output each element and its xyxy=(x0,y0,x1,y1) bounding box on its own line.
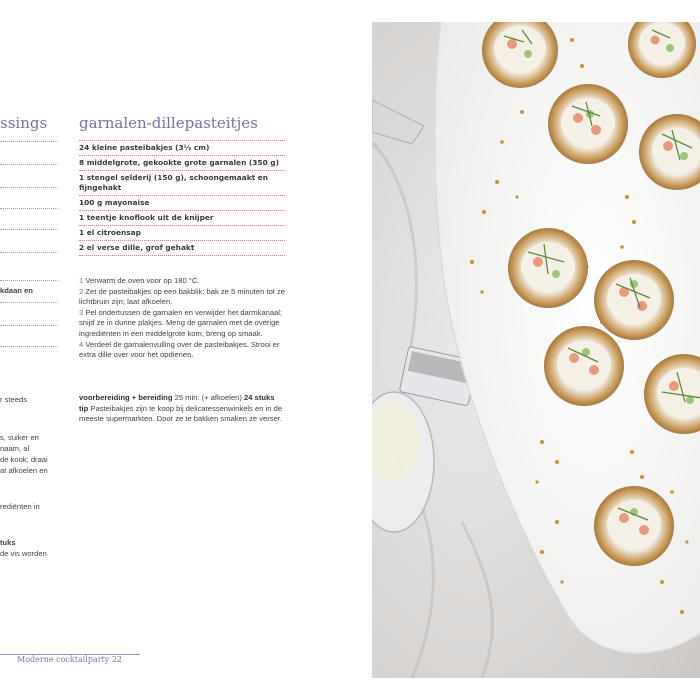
step-number: 1 xyxy=(79,276,84,285)
prep-line xyxy=(79,393,289,404)
step-number: 4 xyxy=(79,339,84,349)
divider xyxy=(0,164,58,165)
step-number: 2 xyxy=(79,286,84,296)
shrimp-tartlet xyxy=(508,228,588,308)
divider xyxy=(0,280,58,281)
method-step xyxy=(79,340,287,361)
step-text: Verdeel de garnalenvulling over de pasteibakjes. Strooi er extra dille over voor het opdienen. xyxy=(79,339,280,360)
previous-recipe-fragment: de vis worden xyxy=(0,549,47,558)
tip-line xyxy=(79,404,289,425)
previous-recipe-fragment: naam, al xyxy=(0,444,30,453)
divider xyxy=(0,302,58,303)
shrimp-tartlet xyxy=(548,84,628,164)
shrimp-tartlet xyxy=(594,486,674,566)
step-text: Pel ondertussen de garnalen en verwijder het darmkanaal; snijd ze in dunne plakjes. Meng de garnalen met de overige ingrediënten in een middelgrote kom; breng op smaak. xyxy=(79,307,283,338)
ingredient-item: 24 kleine pasteibakjes (3½ cm) xyxy=(79,141,285,156)
prep-label: voorbereiding + bereiding xyxy=(79,393,173,402)
tip-label: tip xyxy=(79,403,89,413)
previous-recipe-fragment: s, suiker en xyxy=(0,433,39,442)
previous-recipe-fragment: r steeds xyxy=(0,395,28,404)
step-text: Verwarm de oven voor op 180 °C. xyxy=(85,276,200,285)
page-footer: Moderne cocktailparty 22 xyxy=(17,655,123,664)
divider xyxy=(0,141,58,142)
previous-recipe-fragment: kdaan en xyxy=(0,286,33,295)
ingredient-list xyxy=(79,140,285,256)
divider xyxy=(0,208,58,209)
method-step xyxy=(79,287,287,308)
previous-recipe-fragment: at afkoelen en xyxy=(0,466,48,475)
prep-value: 25 min. (+ afkoelen) xyxy=(174,393,242,402)
ingredient-item: 1 stengel selderij (150 g), schoongemaakt en fijngehakt xyxy=(79,171,285,196)
previous-recipe-title: ssings xyxy=(0,114,48,132)
recipe-meta xyxy=(79,393,289,425)
ingredient-item: 8 middelgrote, gekookte grote garnalen (350 g) xyxy=(79,156,285,171)
divider xyxy=(0,325,58,326)
divider xyxy=(0,346,58,347)
divider xyxy=(0,252,58,253)
food-photo xyxy=(372,22,700,678)
previous-recipe-fragment: de kook; draai xyxy=(0,455,48,464)
ingredient-item: 1 el citroensap xyxy=(79,226,285,241)
method-step xyxy=(79,276,287,287)
ingredient-item: 100 g mayonaise xyxy=(79,196,285,211)
recipe-title: garnalen-dillepasteitjes xyxy=(79,114,258,132)
tip-text: Pasteibakjes zijn te koop bij delicatessenwinkels en in de meeste supermarkten. Door ze te bakken smaken ze verser. xyxy=(79,403,283,424)
ingredient-item: 2 el verse dille, grof gehakt xyxy=(79,241,285,256)
divider xyxy=(0,229,58,230)
previous-recipe-fragment: tuks xyxy=(0,538,16,547)
shrimp-tartlet xyxy=(594,260,674,340)
shrimp-tartlet xyxy=(544,326,624,406)
method-steps xyxy=(79,276,287,361)
previous-recipe-fragment: rediënten in xyxy=(0,502,40,511)
divider xyxy=(0,187,58,188)
method-step xyxy=(79,308,287,340)
step-text: Zet de pasteibakjes op een bakblik; bak ze 5 minuten tot ze lichtbruin zijn; laat afkoelen. xyxy=(79,286,286,307)
ingredient-item: 1 teentje knoflook uit de knijper xyxy=(79,211,285,226)
yield: 24 stuks xyxy=(244,393,275,402)
step-number: 3 xyxy=(79,307,84,317)
